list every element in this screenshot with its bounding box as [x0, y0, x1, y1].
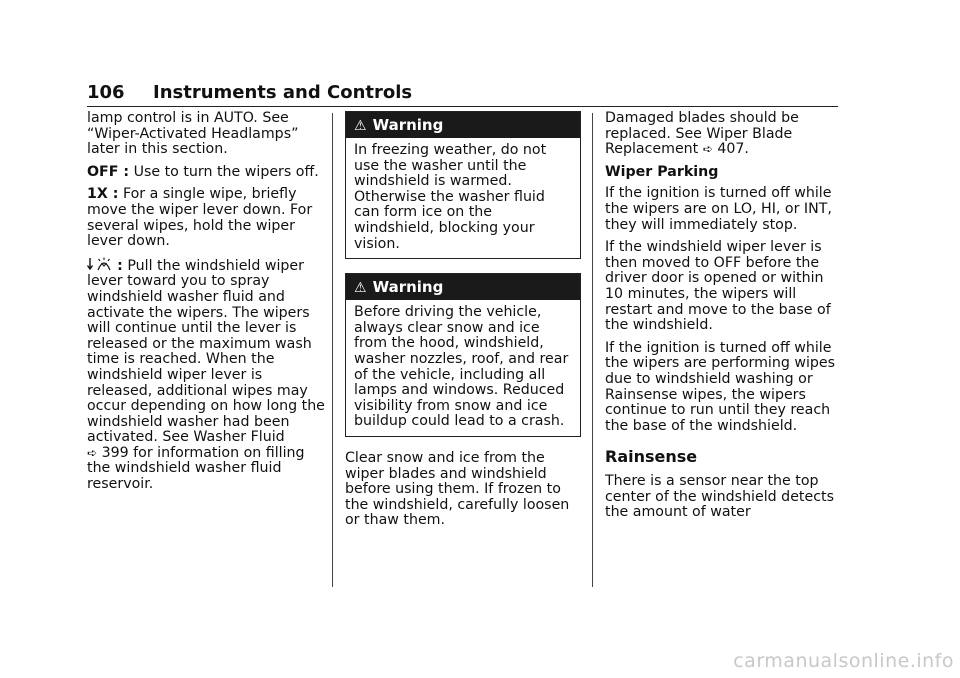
onex-paragraph: [87, 187, 325, 249]
column-3: [605, 111, 841, 528]
section-title: Instruments and Controls: [153, 82, 413, 103]
warning-header-1: [346, 112, 580, 138]
intro-paragraph: lamp control is in AUTO. See “Wiper-Activated Headlamps” later in this section.: [87, 110, 299, 158]
page-ref-arrow-icon: ➪: [87, 445, 98, 460]
washer-label-colon: :: [117, 257, 123, 274]
warning-title-1: Warning: [372, 116, 444, 134]
warning-header-2: [346, 274, 580, 300]
off-paragraph: [87, 165, 325, 181]
warning-triangle-icon: ⚠: [354, 280, 367, 297]
warning-body-1: In freezing weather, do not use the washer until the windshield is warmed. Otherwise the washer fluid can form ice on the windshield, blocking your vision.: [354, 142, 547, 252]
rainsense-heading: Rainsense: [605, 447, 698, 467]
page-number: 106: [87, 82, 125, 103]
onex-text: For a single wipe, briefly move the wiper lever down. For several wipes, hold the wiper lever down.: [87, 186, 313, 250]
warning-title-2: Warning: [372, 278, 444, 297]
washer-spray-icon: [87, 259, 117, 274]
blades-ref: 407.: [717, 141, 749, 158]
column-1: [87, 111, 325, 500]
column-divider-2: [592, 113, 593, 587]
column-divider-1: [332, 113, 333, 587]
snow-paragraph: Clear snow and ice from the wiper blades and windshield before using them. If frozen to the windshield, carefully loosen or thaw them.: [345, 449, 570, 529]
parking-paragraph-2: If the windshield wiper lever is then moved to OFF before the driver door is opened or within 10 minutes, the wipers will restart and move to the base of the windshield.: [605, 239, 831, 334]
warning-body-2: Before driving the vehicle, always clear snow and ice from the hood, windshield, washer nozzles, roof, and rear of the vehicle, including all lamps and windows. Reduced visibility from snow and ice buildup could lead to a crash.: [354, 304, 569, 430]
blades-paragraph: [605, 111, 841, 158]
wiper-parking-subhead: Wiper Parking: [605, 163, 719, 180]
warning-triangle-icon: ⚠: [354, 118, 367, 134]
washer-paragraph: [87, 257, 325, 493]
rainsense-paragraph: There is a sensor near the top center of the windshield detects the amount of water: [605, 473, 834, 521]
parking-paragraph-1: If the ignition is turned off while the wipers are on LO, HI, or INT, they will immediately stop.: [605, 185, 832, 233]
warning-box-2: [345, 273, 581, 437]
parking-paragraph-3: If the ignition is turned off while the wipers are performing wipes due to windshield washing or Rainsense wipes, the wipers continue to run until they reach the base of the windshield.: [605, 339, 836, 434]
blades-text: Damaged blades should be replaced. See Wiper Blade Replacement: [605, 110, 799, 158]
warning-box-1: [345, 111, 581, 259]
watermark: carmanualsonline.info: [733, 650, 954, 672]
page-ref-arrow-icon: ➪: [702, 142, 713, 157]
column-2: [345, 111, 581, 536]
off-label: OFF :: [87, 163, 130, 180]
off-text: Use to turn the wipers off.: [133, 163, 319, 180]
washer-text: Pull the windshield wiper lever toward you to spray windshield washer fluid and activate the wipers. The wipers will continue until the lever is released or the maximum wash time is reached. When the windshield wiper lever is released, additional wipes may occur depending on how long the windshield washer had been activated. See Washer Fluid: [87, 257, 325, 446]
washer-ref-text: 399 for information on filling the windshield washer fluid reservoir.: [87, 444, 305, 493]
onex-label: 1X :: [87, 186, 119, 203]
page-header: [87, 80, 838, 107]
